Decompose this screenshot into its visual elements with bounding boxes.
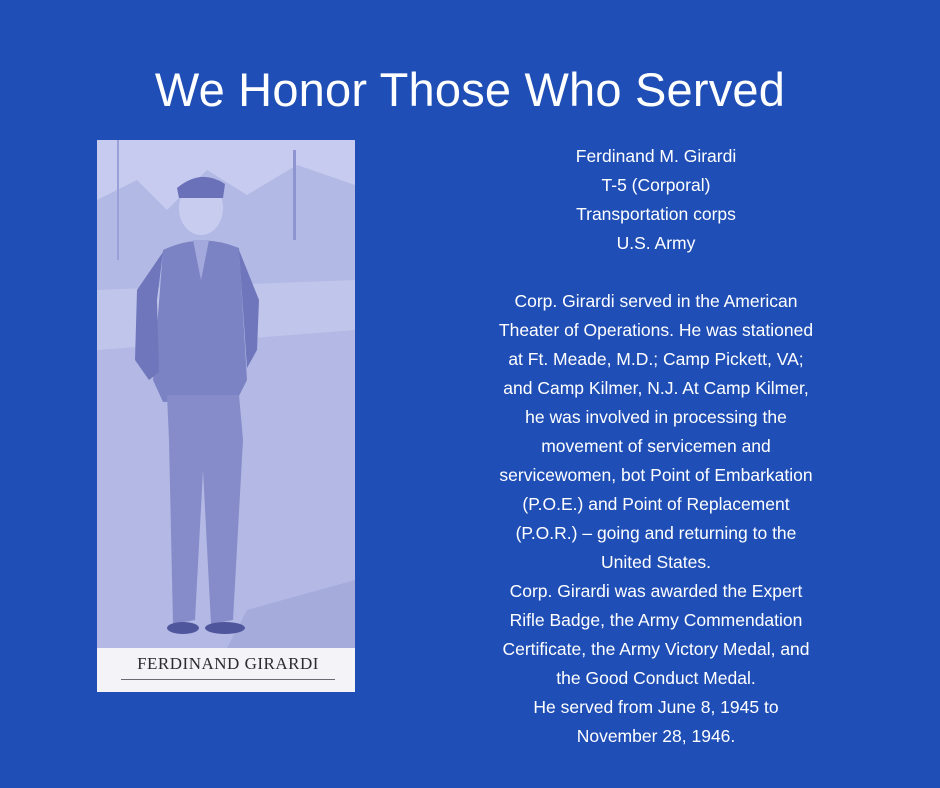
bio-line: the Good Conduct Medal. (556, 668, 756, 688)
bio-line: he was involved in processing the (525, 407, 787, 427)
bio-line: servicewomen, bot Point of Embarkation (499, 465, 813, 485)
page-title: We Honor Those Who Served (154, 63, 786, 116)
service-info (446, 142, 866, 751)
bio-line: Corp. Girardi was awarded the Expert (509, 581, 803, 601)
bio-line: Theater of Operations. He was stationed (498, 320, 814, 340)
soldier-unit: Transportation corps (576, 204, 736, 224)
bio-line: United States. (601, 552, 711, 572)
soldier-rank: T-5 (Corporal) (601, 175, 711, 195)
photo-caption: FERDINAND GIRARDI (137, 654, 319, 673)
paragraph-spacer (446, 258, 866, 287)
bio-line: and Camp Kilmer, N.J. At Camp Kilmer, (503, 378, 809, 398)
bio-line: movement of servicemen and (541, 436, 771, 456)
bio-line: at Ft. Meade, M.D.; Camp Pickett, VA; (508, 349, 804, 369)
soldier-name: Ferdinand M. Girardi (575, 146, 737, 166)
bio-line: November 28, 1946. (576, 726, 736, 746)
bio-line: Corp. Girardi served in the American (514, 291, 798, 311)
soldier-portrait-photo (97, 140, 355, 648)
bio-line: (P.O.E.) and Point of Replacement (522, 494, 790, 514)
bio-line: (P.O.R.) – going and returning to the (515, 523, 797, 543)
soldier-branch: U.S. Army (616, 233, 696, 253)
bio-line: Certificate, the Army Victory Medal, and (502, 639, 810, 659)
bio-line: Rifle Badge, the Army Commendation (509, 610, 803, 630)
bio-line: He served from June 8, 1945 to (533, 697, 779, 717)
caption-divider (121, 679, 335, 680)
portrait-photo-card (97, 140, 355, 692)
